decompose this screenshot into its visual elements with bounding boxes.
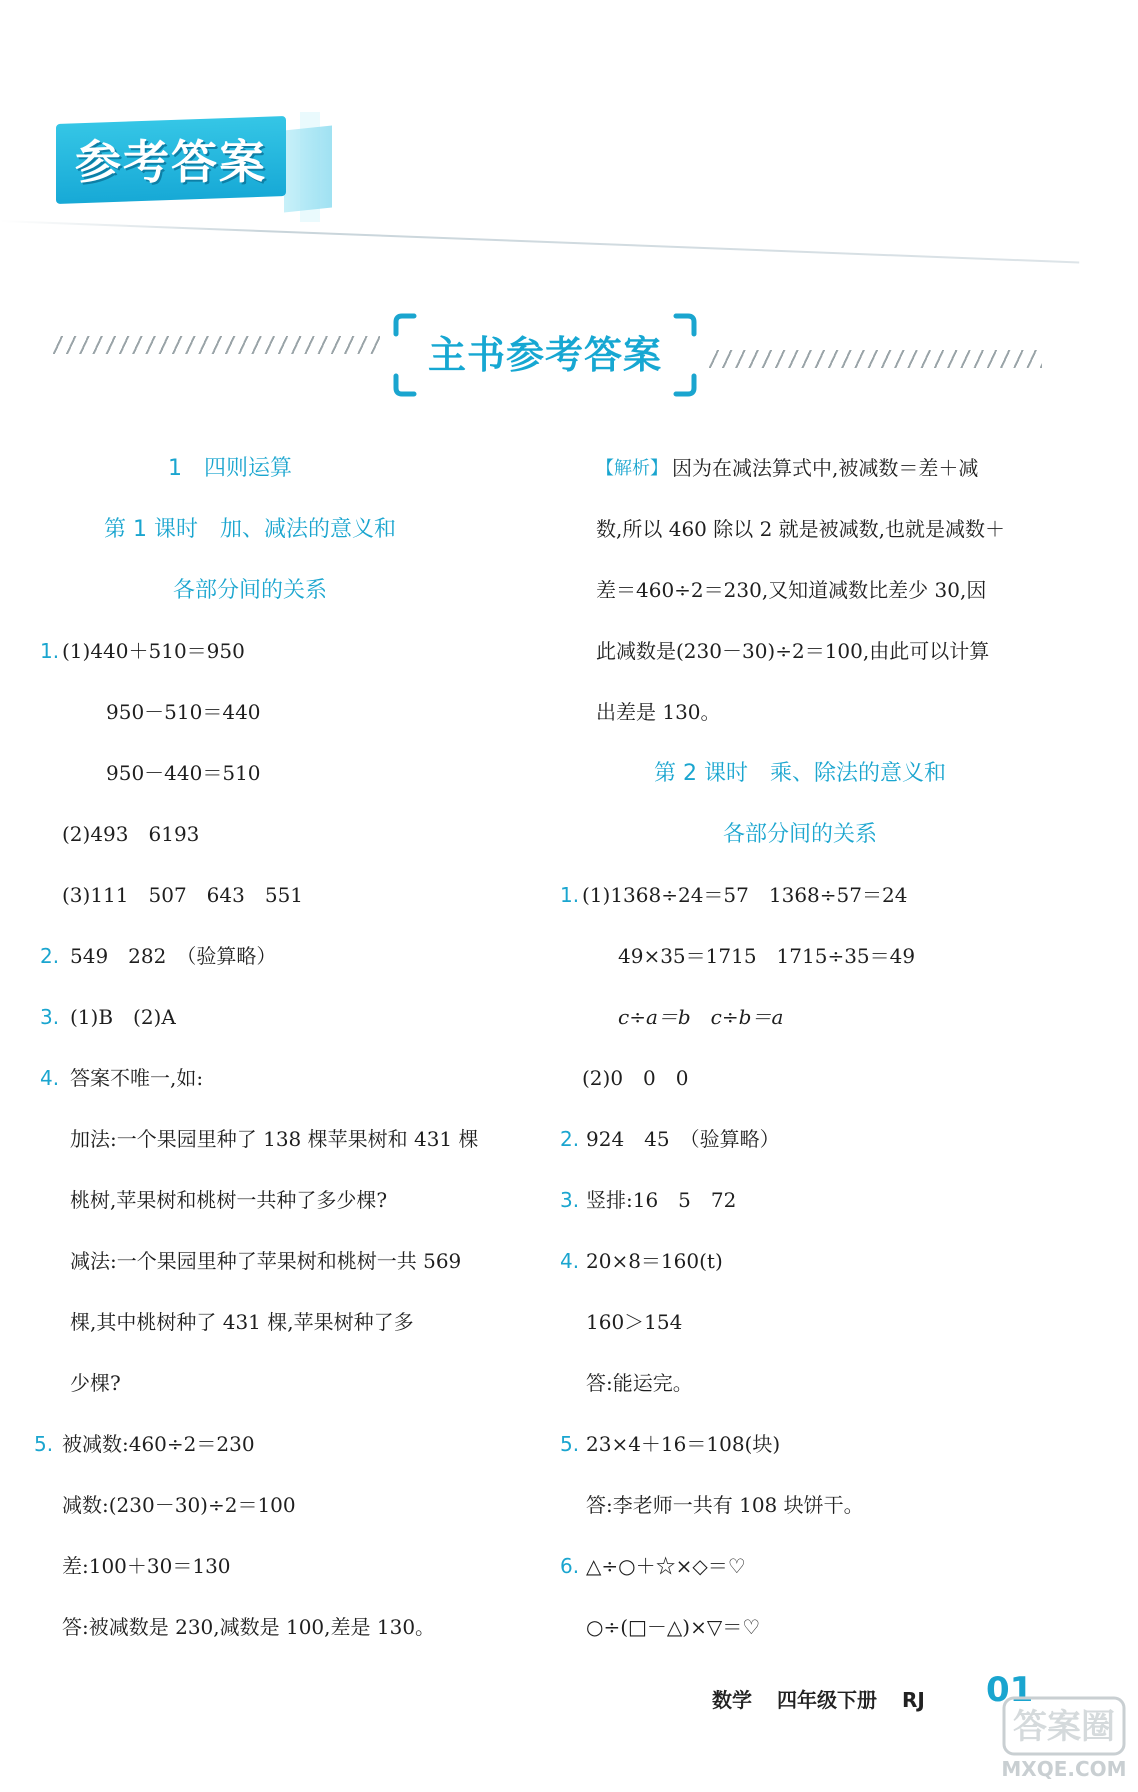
answer-line: 924 45 （验算略） [586, 1127, 780, 1151]
top-divider [0, 220, 1079, 263]
answer-line: 桃树,苹果树和桃树一共种了多少棵? [70, 1188, 388, 1212]
list-item [40, 1109, 540, 1170]
answer-line: 23×4＋16＝108(块) [586, 1432, 781, 1456]
item-number: 3. [560, 1188, 580, 1212]
list-item [560, 1292, 1060, 1353]
item-number: 4. [40, 1066, 60, 1090]
answer-line: 答:李老师一共有 108 块饼干。 [586, 1493, 864, 1517]
answer-line: (2)0 0 0 [582, 1066, 689, 1090]
item-number: 4. [560, 1249, 580, 1273]
svg-text:MXQE.COM: MXQE.COM [1001, 1757, 1127, 1781]
answer-line: 减数:(230－30)÷2＝100 [62, 1493, 296, 1517]
list-item [560, 1353, 1060, 1414]
page-footer [712, 1680, 943, 1720]
list-item [560, 1475, 1060, 1536]
list-item [40, 1353, 540, 1414]
item-number: 2. [560, 1127, 580, 1151]
answer-line: 950－440＝510 [106, 761, 261, 785]
left-column [34, 438, 540, 1658]
analysis-text: 数,所以 460 除以 2 就是被减数,也就是减数＋ [596, 517, 1006, 541]
lesson-heading-line2: 各部分间的关系 [722, 822, 877, 847]
item-number: 5. [560, 1432, 580, 1456]
answer-line: (1)B (2)A [70, 1005, 176, 1029]
list-item [40, 682, 540, 743]
list-item [560, 1414, 1060, 1475]
list-item [560, 1536, 1060, 1597]
list-item [40, 1536, 540, 1597]
answer-line: △÷○＋☆×◇＝♡ [586, 1554, 746, 1578]
answer-line: 答:能运完。 [586, 1371, 693, 1395]
footer-grade: 四年级下册 [776, 1688, 877, 1712]
banner-title: 参考答案 [75, 135, 267, 189]
list-item [560, 1048, 1060, 1109]
answer-line: c÷a＝b c÷b＝a [618, 1005, 784, 1029]
list-item [560, 1109, 1060, 1170]
list-item [40, 1292, 540, 1353]
list-item [560, 1170, 1060, 1231]
list-item [40, 621, 540, 682]
analysis-text: 因为在减法算式中,被减数＝差＋减 [672, 456, 979, 480]
answer-line: (1)440＋510＝950 [62, 639, 245, 663]
analysis-paragraph-line [560, 682, 1060, 743]
answer-line: 减法:一个果园里种了苹果树和桃树一共 569 [70, 1249, 462, 1273]
lesson-heading-line1: 第 2 课时 乘、除法的意义和 [654, 761, 946, 786]
item-number: 1. [40, 639, 60, 663]
analysis-text: 出差是 130。 [596, 700, 721, 724]
answer-line: 加法:一个果园里种了 138 棵苹果树和 431 棵 [70, 1127, 479, 1151]
answer-line: (2)493 6193 [62, 822, 200, 846]
footer-subject: 数学 [712, 1688, 752, 1712]
item-number: 3. [40, 1005, 60, 1029]
answer-line: 答:被减数是 230,减数是 100,差是 130。 [62, 1615, 436, 1639]
list-item [40, 1231, 540, 1292]
analysis-paragraph-line [560, 621, 1060, 682]
answer-line: 549 282 （验算略） [70, 944, 277, 968]
banner-ribbon-tail [284, 125, 332, 212]
lesson-heading-line2: 各部分间的关系 [172, 578, 327, 603]
list-item [40, 1597, 540, 1658]
answer-line: ○÷(□－△)×▽＝♡ [586, 1615, 761, 1639]
item-number: 1. [560, 883, 580, 907]
answer-line: 20×8＝160(t) [586, 1249, 723, 1273]
page-number: 01 [986, 1670, 1034, 1710]
list-item [560, 926, 1060, 987]
list-item [40, 804, 540, 865]
answer-line: 棵,其中桃树种了 431 棵,苹果树种了多 [70, 1310, 414, 1334]
section-hatch-left [50, 336, 380, 354]
analysis-paragraph-line [560, 438, 1060, 499]
section-hatch-right [706, 350, 1042, 368]
answer-line: 答案不唯一,如: [70, 1066, 204, 1090]
chapter-heading: 1 四则运算 [168, 456, 292, 481]
answer-line: 被减数:460÷2＝230 [62, 1432, 255, 1456]
answer-line: 950－510＝440 [106, 700, 261, 724]
answer-line: 竖排:16 5 72 [586, 1188, 737, 1212]
list-item [34, 1414, 540, 1475]
list-item [40, 926, 540, 987]
list-item [560, 1597, 1060, 1658]
list-item [560, 1231, 1060, 1292]
analysis-text: 此减数是(230－30)÷2＝100,由此可以计算 [596, 639, 990, 663]
lesson-heading-line1: 第 1 课时 加、减法的意义和 [104, 517, 396, 542]
analysis-paragraph-line [560, 499, 1060, 560]
analysis-tag: 【解析】 [596, 458, 668, 479]
item-number: 5. [34, 1432, 54, 1456]
list-item [560, 865, 1060, 926]
answer-line: 差:100＋30＝130 [62, 1554, 231, 1578]
list-item [40, 743, 540, 804]
answer-line: 49×35＝1715 1715÷35＝49 [618, 944, 916, 968]
answer-line: (3)111 507 643 551 [62, 883, 304, 907]
answer-line: (1)1368÷24＝57 1368÷57＝24 [582, 883, 908, 907]
list-item [40, 865, 540, 926]
right-column [560, 438, 1060, 1658]
answer-line: 160＞154 [586, 1310, 683, 1334]
list-item [40, 987, 540, 1048]
list-item [560, 987, 1060, 1048]
svg-text:答案圈: 答案圈 [1013, 1707, 1115, 1747]
list-item [40, 1475, 540, 1536]
list-item [40, 1170, 540, 1231]
section-title: 主书参考答案 [427, 333, 662, 377]
analysis-text: 差＝460÷2＝230,又知道减数比差少 30,因 [596, 578, 987, 602]
analysis-paragraph-line [560, 560, 1060, 621]
watermark-logo [1000, 1690, 1130, 1786]
footer-edition: RJ [901, 1688, 925, 1712]
list-item [40, 1048, 540, 1109]
answer-line: 少棵? [70, 1371, 121, 1395]
item-number: 6. [560, 1554, 580, 1578]
item-number: 2. [40, 944, 60, 968]
